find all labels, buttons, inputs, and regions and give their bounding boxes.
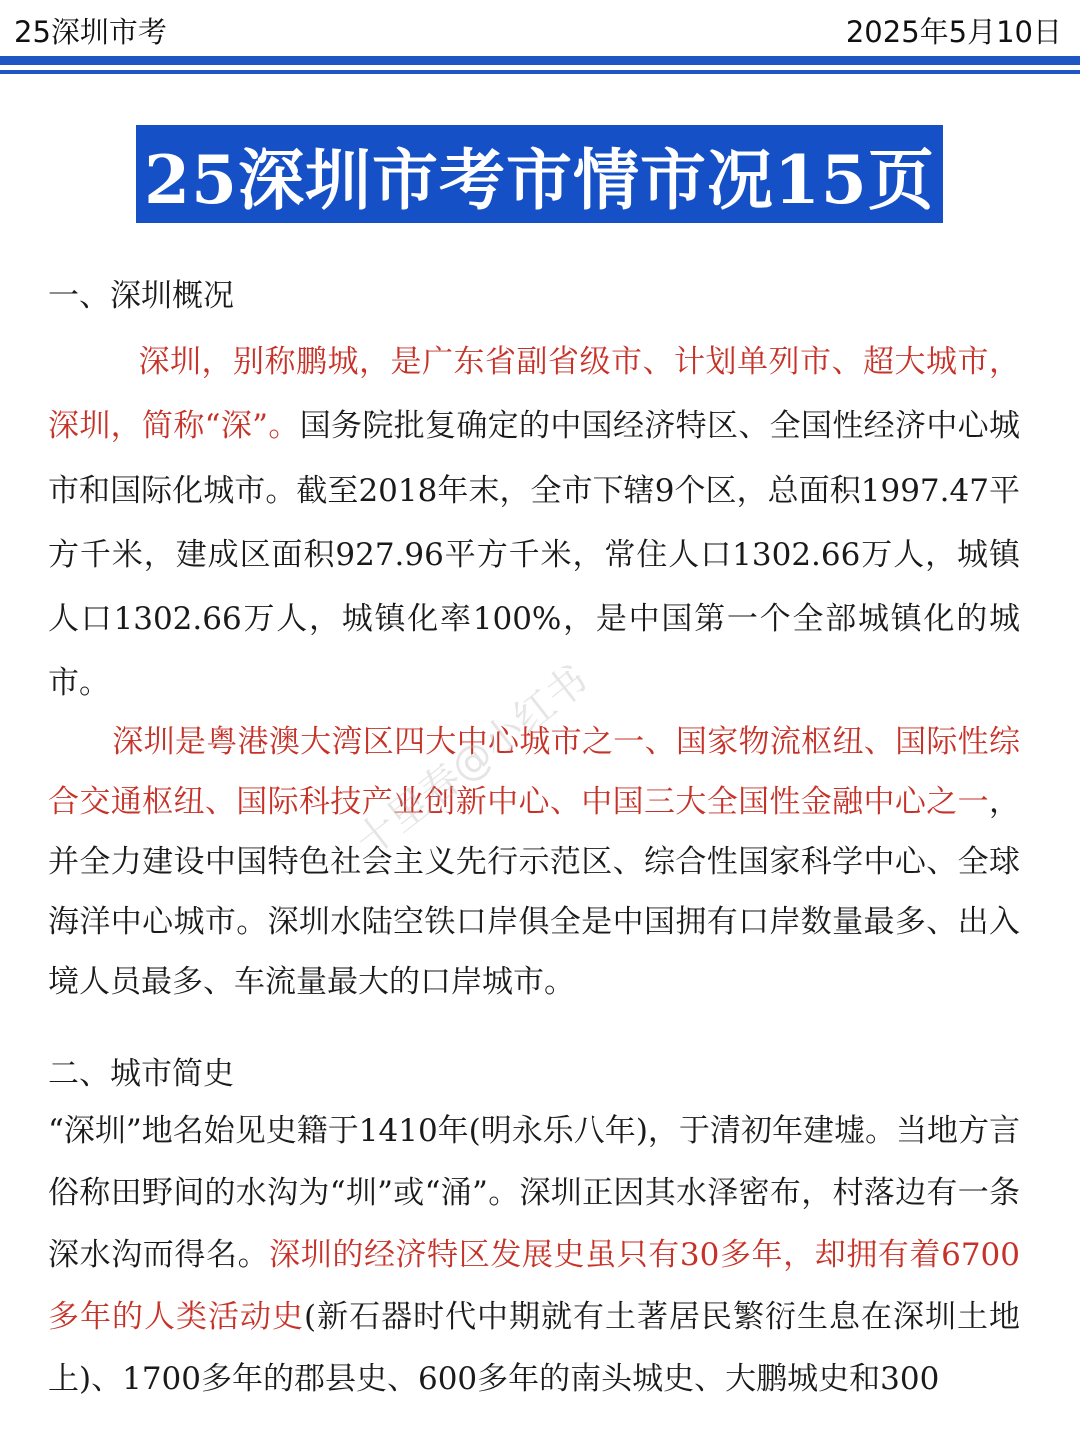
highlight-text: 深圳是粤港澳大湾区四大中心城市之一、国家物流枢纽、国际性综合交通枢纽、国际科技产业创新中心、中国三大全国性金融中心之一 [48, 724, 1020, 820]
header-date: 2025年5月10日 [845, 15, 1062, 49]
highlight-text: 深圳的经济特区发展史虽只有30多年，却拥有着6700多年的人类活动史 [48, 1237, 1021, 1335]
body-text: “深圳”地名始见史籍于1410年(明永乐八年)，于清初年建墟。当地方言俗称田野间的水沟为“圳”或“涌”。深圳正因其水泽密布，村落边有一条深水沟而得名。 [48, 1113, 1020, 1273]
title-banner [136, 125, 943, 223]
watermark: 十里春@小红书 [347, 656, 597, 866]
section-heading-overview: 一、深圳概况 [48, 278, 234, 314]
body-text: (新石器时代中期就有土著居民繁衍生息在深圳土地上)、1700多年的郡县史、600多年的南头城史、大鹏城史和300 [48, 1299, 1021, 1397]
highlight-text: 深圳，别称鹏城，是广东省副省级市、计划单列市、超大城市，深圳，简称“深”。 [48, 344, 1020, 445]
body-text: 国务院批复确定的中国经济特区、全国性经济中心城市和国际化城市。截至2018年末，全市下辖9个区，总面积1997.47平方千米，建成区面积927.96平方千米，常住人口1302.66万人，城镇人口1302.66万人，城镇化率100%，是中国第一个全部城镇化的城市。 [48, 408, 1020, 702]
paragraph-history [48, 1100, 1020, 1410]
header-rule-thick [0, 56, 1080, 65]
section-heading-history: 二、城市简史 [48, 1056, 234, 1092]
header-rule-thin [0, 70, 1080, 74]
paragraph-status [48, 712, 1020, 1012]
top-header [0, 0, 1080, 54]
page-title: 25深圳市考市情市况15页 [144, 140, 935, 219]
body-text: ，并全力建设中国特色社会主义先行示范区、综合性国家科学中心、全球海洋中心城市。深圳水陆空铁口岸俱全是中国拥有口岸数量最多、出入境人员最多、车流量最大的口岸城市。 [48, 784, 1020, 1000]
header-left-label: 25深圳市考 [14, 15, 167, 49]
paragraph-overview [48, 330, 1020, 716]
